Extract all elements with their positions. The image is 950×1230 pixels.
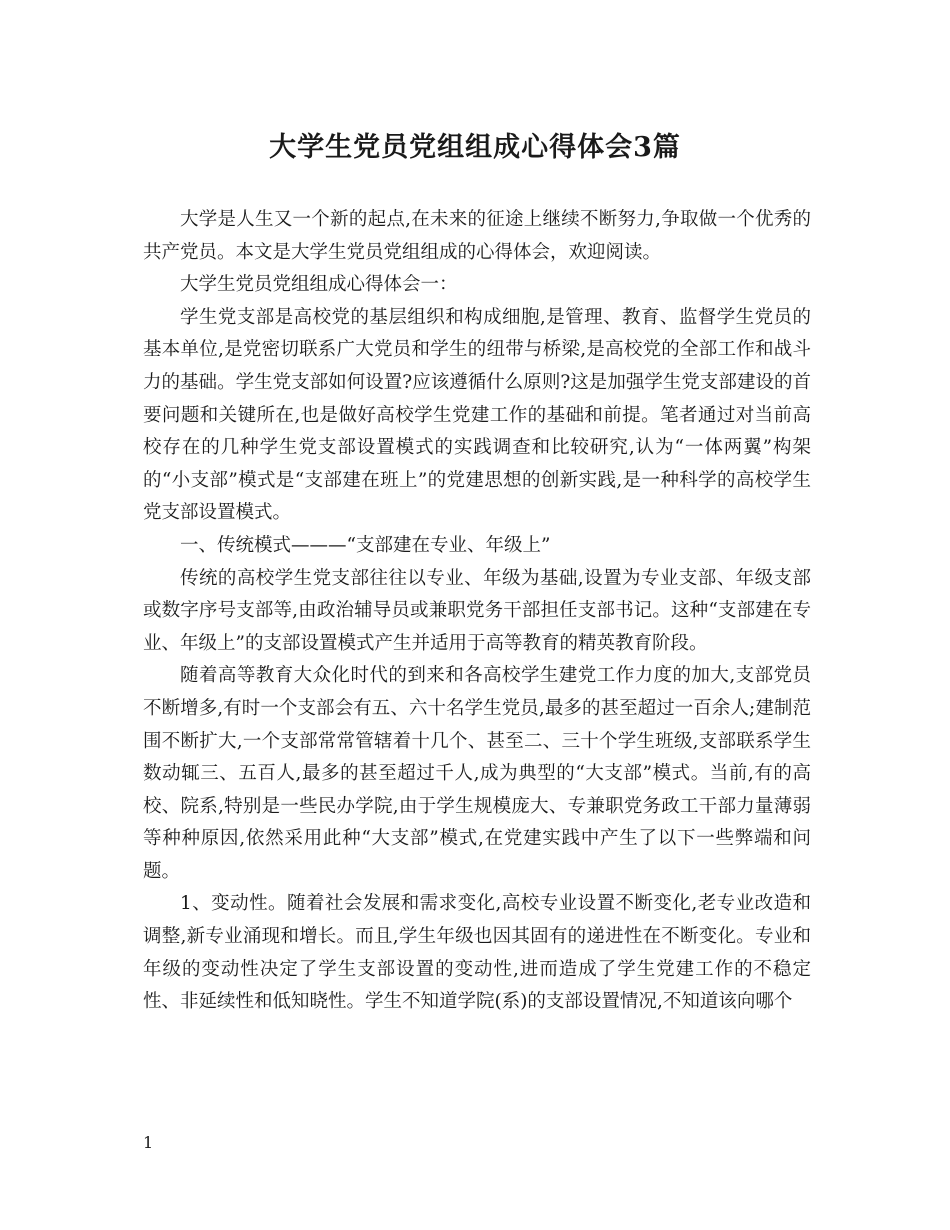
document-title: 大学生党员党组组成心得体会3篇 — [269, 132, 681, 163]
document-body — [143, 204, 811, 1019]
paragraph-section-heading: 大学生党员党组组成心得体会一： — [180, 274, 458, 296]
paragraph-subheading: 一、传统模式———“支部建在专业、年级上” — [180, 534, 551, 556]
paragraph: 学生党支部是高校党的基层组织和构成细胞,是管理、教育、监督学生党员的基本单位,是党密切联系广大党员和学生的纽带与桥梁,是高校党的全部工作和战斗力的基础。学生党支部如何设置?应该遵循什么原则?这是加强学生党支部建设的首要问题和关键所在,也是做好高校学生党建工作的基础和前提。笔者通过对当前高校存在的几种学生党支部设置模式的实践调查和比较研究,认为“一体两翼”构架的“小支部”模式是“支部建在班上”的党建思想的创新实践,是一种科学的高校学生党支部设置模式。 — [143, 306, 811, 524]
page-number: 1 — [143, 1133, 154, 1152]
paragraph-intro: 大学是人生又一个新的起点,在未来的征途上继续不断努力,争取做一个优秀的共产党员。本文是大学生党员党组组成的心得体会，欢迎阅读。 — [143, 209, 811, 263]
paragraph: 随着高等教育大众化时代的到来和各高校学生建党工作力度的加大,支部党员不断增多,有时一个支部会有五、六十名学生党员,最多的甚至超过一百余人;建制范围不断扩大,一个支部常常管辖着十几个、甚至二、三十个学生班级,支部联系学生数动辄三、五百人,最多的甚至超过千人,成为典型的“大支部”模式。当前,有的高校、院系,特别是一些民办学院,由于学生规模庞大、专兼职党务政工干部力量薄弱等种种原因,依然采用此种“大支部”模式,在党建实践中产生了以下一些弊端和问题。 — [143, 665, 811, 882]
paragraph: 传统的高校学生党支部往往以专业、年级为基础,设置为专业支部、年级支部或数字序号支部等,由政治辅导员或兼职党务干部担任支部书记。这种“支部建在专业、年级上”的支部设置模式产生并适用于高等教育的精英教育阶段。 — [143, 567, 811, 654]
paragraph: 1、变动性。随着社会发展和需求变化,高校专业设置不断变化,老专业改造和调整,新专业涌现和增长。而且,学生年级也因其固有的递进性在不断变化。专业和年级的变动性决定了学生支部设置的变动性,进而造成了学生党建工作的不稳定性、非延续性和低知晓性。学生不知道学院(系)的支部设置情况,不知道该向哪个 — [143, 893, 811, 1013]
